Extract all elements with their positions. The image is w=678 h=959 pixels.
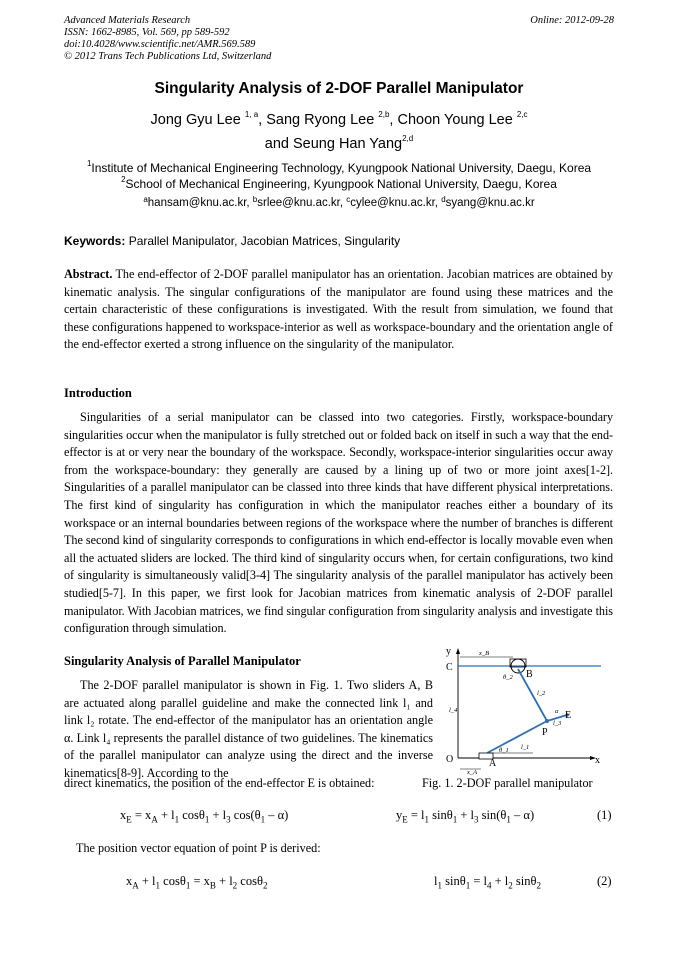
- email-b[interactable]: srlee@knu.ac.kr,: [257, 197, 347, 209]
- y-axis-arrow: [456, 648, 460, 654]
- authors-line-1: [0, 112, 678, 128]
- label-alpha: α: [555, 708, 559, 715]
- author-2: , Sang Ryong Lee: [258, 112, 379, 128]
- author-3: , Choon Young Lee: [389, 112, 517, 128]
- label-a: A: [489, 758, 497, 769]
- link-l1: [487, 721, 547, 753]
- author-1-affil: 1, a: [244, 110, 259, 119]
- label-theta2: θ_2: [503, 674, 513, 681]
- intro-heading: Introduction: [64, 386, 132, 400]
- intro-text: Singularities of a serial manipulator can be classed into two categories. Firstly, workspace-boundary singularities occur when the manipulator is fully stretched out or folded back on itself in such a way that the end-effector is at or very near the boundary of the workspace. Secondly, workspace-interior singularities occur away from the workspace-boundary: they generally are caused by a lining up of two or more joint axes[1-2]. Singularities of a parallel manipulator can be classed into three kinds that have different physical interpretations. The first kind of singularity has configuration in which the manipulator reaches either a boundary of its workspace or an internal boundaries between regions of the workspace where the number of branches is different The second kind of singularity corresponds to configurations in which end-effector is locally movable even when all the actuated sliders are locked. The third kind of singularity occurs when, for certain configurations, two kind of singularity is simultaneously valid[3-4] The singularity analysis of the parallel manipulator has actively been studied[5-7]. In this paper, we first look for Jacobian matrices from kinematic analysis of 2-DOF parallel manipulator. With Jacobian matrices, we find singular configuration from singularity analysis and investigate this configuration through simulation.: [64, 410, 613, 636]
- email-line: [0, 197, 678, 209]
- authors-line-2: [0, 136, 678, 152]
- equation-1b: $y_E = l_1$ $\sin\theta_1 + l_3$ $\sin(\theta_1 - \alpha)$: [396, 808, 535, 825]
- paper-title: Singularity Analysis of 2-DOF Parallel Manipulator: [154, 80, 524, 97]
- equation-2b: $l_1$ $\sin\theta_1 = l_4 + l_2$ sinθ$_2$: [434, 874, 541, 891]
- label-xa: x_A: [467, 769, 478, 775]
- keywords: [64, 234, 400, 248]
- email-c[interactable]: cylee@knu.ac.kr,: [350, 197, 442, 209]
- figure-1-diagram: [443, 645, 615, 775]
- keywords-text: Parallel Manipulator, Jacobian Matrices, Singularity: [125, 234, 401, 248]
- author-1: Jong Gyu Lee: [150, 112, 245, 128]
- author-4-affil: 2,d: [402, 134, 414, 143]
- section2-last-line: direct kinematics, the position of the end-effector E is obtained:: [64, 776, 375, 790]
- author-2-affil: 2,b: [378, 110, 390, 119]
- affiliation-1-text: Institute of Mechanical Engineering Technology, Kyungpook National University, Daegu, Korea: [91, 161, 592, 175]
- abstract: [64, 266, 613, 354]
- affiliation-2-number: 2: [121, 175, 126, 184]
- equation-2-number: (2): [597, 874, 612, 888]
- label-p: P: [542, 727, 548, 738]
- label-l1: l_1: [521, 744, 530, 751]
- email-a[interactable]: hansam@knu.ac.kr,: [147, 197, 253, 209]
- label-e: E: [565, 710, 572, 721]
- email-a-mark: a: [143, 195, 148, 204]
- affiliation-1: [0, 161, 678, 175]
- label-x: x: [595, 755, 600, 766]
- label-l3: l_3: [553, 720, 562, 727]
- equation-1-number: (1): [597, 808, 612, 822]
- label-theta1: θ_1: [499, 747, 509, 754]
- label-l2: l_2: [537, 690, 546, 697]
- label-l4: l_4: [449, 707, 458, 714]
- abstract-label: Abstract.: [64, 267, 113, 281]
- position-vector-intro: The position vector equation of point P is derived:: [76, 841, 321, 855]
- abstract-text: The end-effector of 2-DOF parallel manipulator has an orientation. Jacobian matrices are obtained by kinematic analysis. The singular configurations of the manipulator are found using these matrices and the certain characteristic of these configurations is investigated. With the result from simulation, we found that these configurations happened to workspace-interior as well as workspace-boundary and the orientation angle of the end-effector exerted a strong influence on the singularity of the manipulator.: [64, 267, 613, 352]
- section2-heading: Singularity Analysis of Parallel Manipulator: [64, 654, 301, 668]
- label-y: y: [446, 646, 451, 657]
- doi-line[interactable]: doi:10.4028/www.scientific.net/AMR.569.589: [64, 39, 256, 50]
- author-3-affil: 2,c: [516, 110, 528, 119]
- figure-caption: Fig. 1. 2-DOF parallel manipulator: [422, 776, 593, 790]
- label-o: O: [446, 754, 454, 765]
- joint-p: [545, 719, 549, 723]
- author-4: and Seung Han Yang: [264, 136, 403, 152]
- keywords-label: Keywords:: [64, 234, 126, 248]
- copyright-line: © 2012 Trans Tech Publications Ltd, Switzerland: [64, 51, 272, 62]
- email-d[interactable]: syang@knu.ac.kr: [445, 197, 535, 209]
- email-d-mark: d: [441, 195, 446, 204]
- equation-1a: $x_E = x_A + l_1$ $\cos\theta_1 + l_3$ $\cos(\theta_1 - \alpha)$: [120, 808, 289, 825]
- equation-2a: $x_A + l_1$ $\cos\theta_1 = x_B + l_2$ cosθ$_2$: [126, 874, 268, 891]
- email-c-mark: c: [346, 195, 351, 204]
- affiliation-1-number: 1: [86, 159, 92, 168]
- section2-text: The 2-DOF parallel manipulator is shown in Fig. 1. Two sliders A, B are actuated along parallel guideline and make the connected link l₁ and link l₂ rotate. The end-effector of the manipulator has an orientation angle α. Link l₄ represents the parallel distance of two guidelines. The kinematics of the parallel manipulator can analyze using the direct and the inverse kinematics[8-9]. According to the: [64, 678, 433, 780]
- issn-line: ISSN: 1662-8985, Vol. 569, pp 589-592: [64, 27, 230, 38]
- label-b: B: [526, 669, 533, 680]
- journal-name: Advanced Materials Research: [64, 15, 191, 26]
- affiliation-2-text: School of Mechanical Engineering, Kyungpook National University, Daegu, Korea: [125, 177, 557, 191]
- affiliation-2: [0, 177, 678, 191]
- label-xb: x_B: [479, 650, 490, 657]
- label-c: C: [446, 662, 453, 673]
- online-date: Online: 2012-09-28: [530, 15, 614, 26]
- email-b-mark: b: [252, 195, 258, 204]
